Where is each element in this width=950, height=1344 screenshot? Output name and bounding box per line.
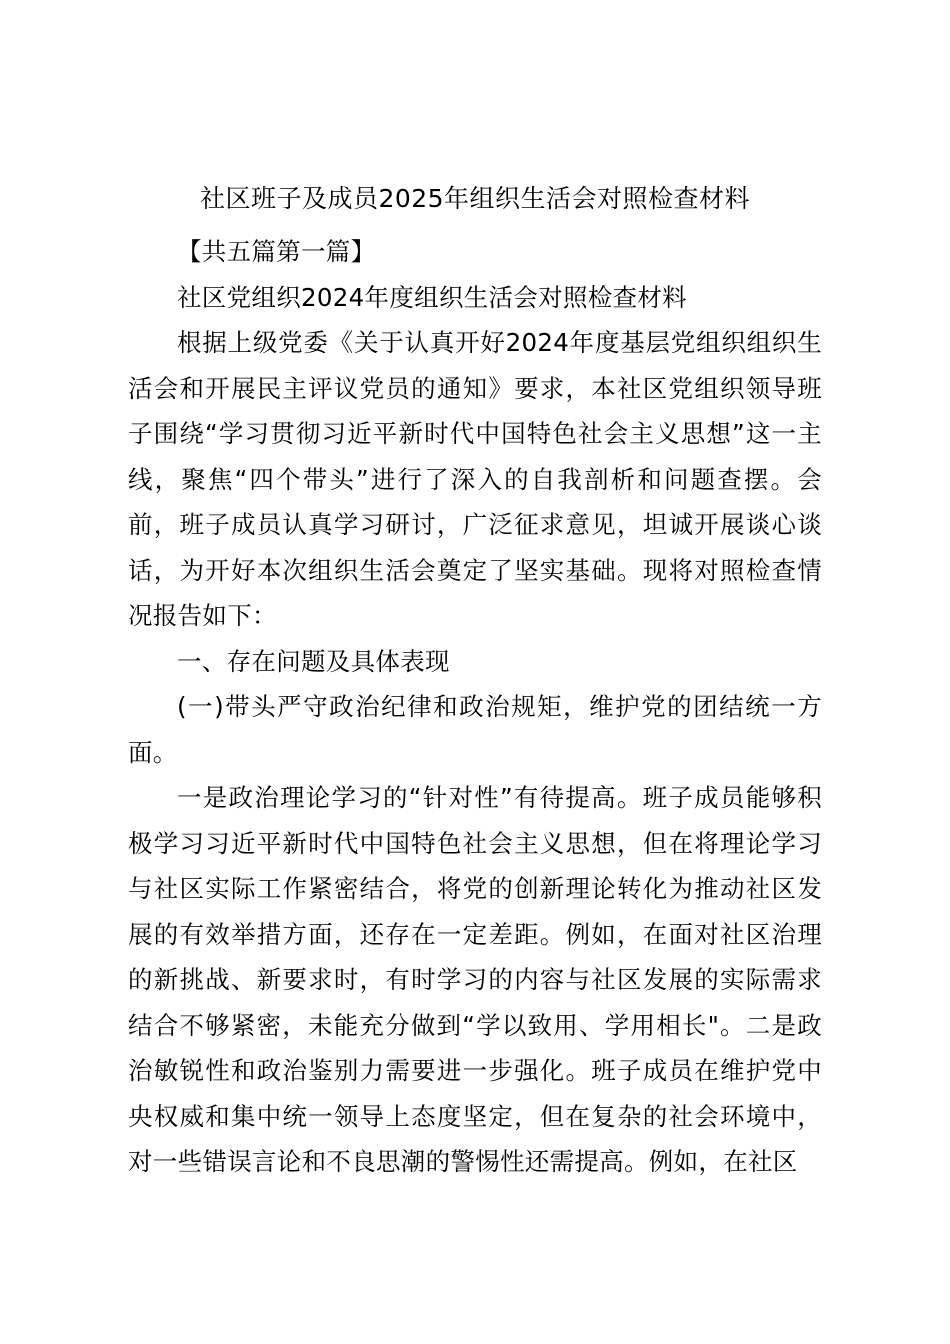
subsection-heading: (一)带头严守政治纪律和政治规矩，维护党的团结统一方面。 xyxy=(128,692,822,767)
section-heading: 一、存在问题及具体表现 xyxy=(177,646,450,676)
body-paragraph: 一是政治理论学习的“针对性”有待提高。班子成员能够积极学习习近平新时代中国特色社会主义思想，但在将理论学习与社区实际工作紧密结合，将党的创新理论转化为推动社区发展的有效举措方面，还存在一定差距。例如，在面对社区治理的新挑战、新要求时，有时学习的内容与社区发展的实际需求结合不够紧密，未能充分做到“学以致用、学用相长"。二是政治敏锐性和政治鉴别力需要进一步强化。班子成员在维护党中央权威和集中统一领导上态度坚定，但在复杂的社会环境中，对一些错误言论和不良思潮的警惕性还需提高。例如，在社区 xyxy=(128,783,822,1176)
series-note: 【共五篇第一篇】 xyxy=(177,237,376,266)
document-body xyxy=(128,177,822,1185)
document-subtitle: 社区党组织2024年度组织生活会对照检查材料 xyxy=(177,282,687,312)
document-title: 社区班子及成员2025年组织生活会对照检查材料 xyxy=(199,184,751,213)
intro-paragraph: 根据上级党委《关于认真开好2024年度基层党组织组织生活会和开展民主评议党员的通知》要求，本社区党组织领导班子围绕“学习贯彻习近平新时代中国特色社会主义思想”这一主线，聚焦“四个带头”进行了深入的自我剖析和问题查摆。会前，班子成员认真学习研讨，广泛征求意见，坦诚开展谈心谈话，为开好本次组织生活会奠定了坚实基础。现将对照检查情况报告如下： xyxy=(128,328,822,630)
